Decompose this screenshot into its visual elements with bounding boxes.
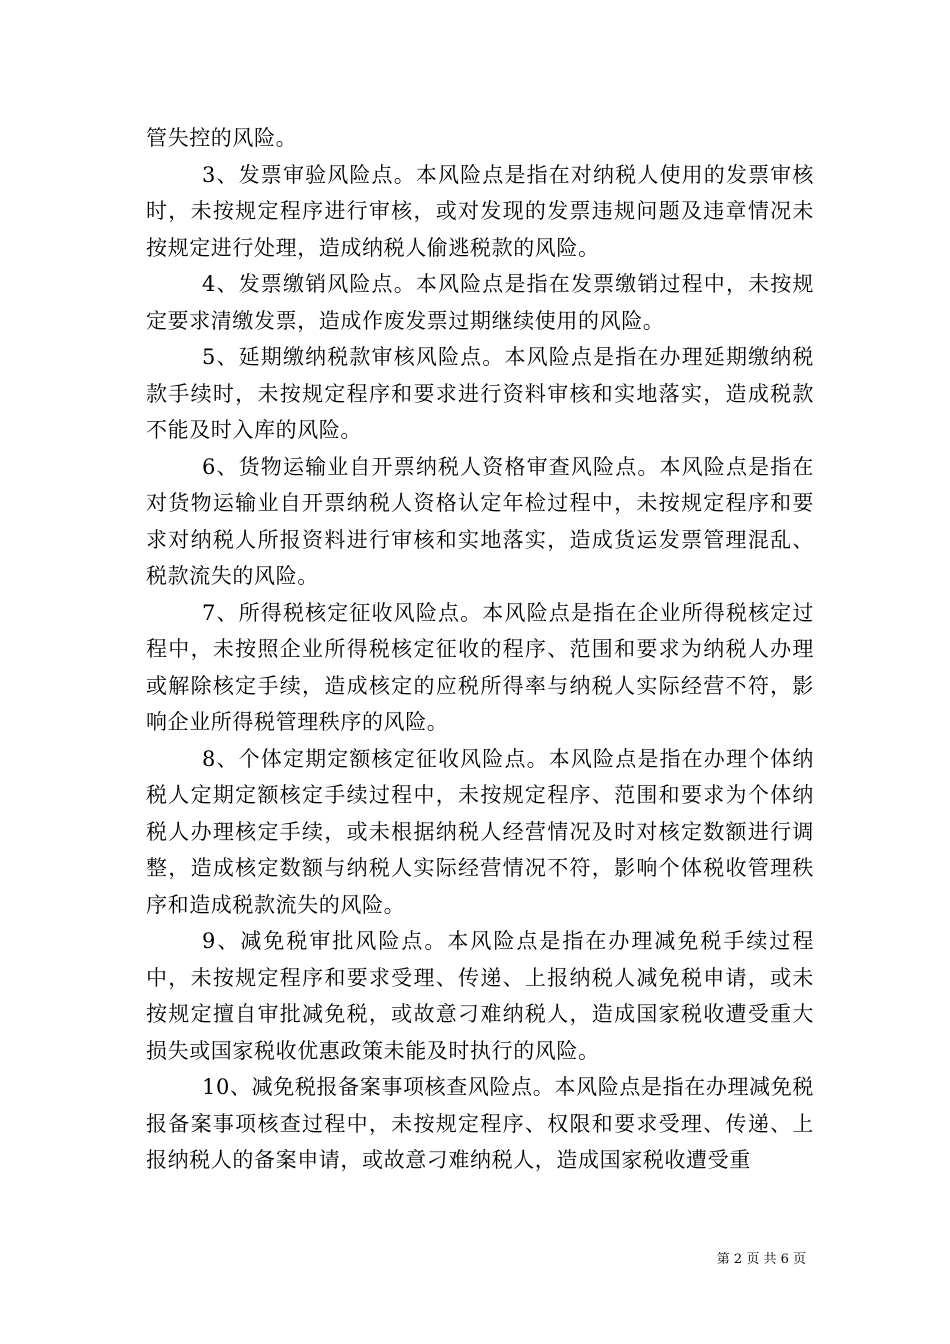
paragraph-8: 9、减免税审批风险点。本风险点是指在办理减免税手续过程中，未按规定程序和要求受理、传递、上报纳税人减免税申请，或未按规定擅自审批减免税，或故意刁难纳税人，造成国家税收遭受重大损失或国家税收优惠政策未能及时执行的风险。 <box>146 929 814 1063</box>
paragraph-2: 3、发票审验风险点。本风险点是指在对纳税人使用的发票审核时，未按规定程序进行审核，或对发现的发票违规问题及违章情况未按规定进行处理，造成纳税人偷逃税款的风险。 <box>146 162 814 260</box>
paragraph-3: 4、发票缴销风险点。本风险点是指在发票缴销过程中，未按规定要求清缴发票，造成作废发票过期继续使用的风险。 <box>146 272 814 333</box>
page-number: 第 2 页 共 6 页 <box>716 1252 806 1267</box>
paragraph-1: 管失控的风险。 <box>146 126 298 150</box>
paragraph-9: 10、减免税报备案事项核查风险点。本风险点是指在办理减免税报备案事项核查过程中，未按规定程序、权限和要求受理、传递、上报纳税人的备案申请，或故意刁难纳税人，造成国家税收遭受重 <box>146 1075 814 1172</box>
paragraph-4: 5、延期缴纳税款审核风险点。本风险点是指在办理延期缴纳税款手续时，未按规定程序和要求进行资料审核和实地落实，造成税款不能及时入库的风险。 <box>146 345 814 442</box>
paragraph-5: 6、货物运输业自开票纳税人资格审查风险点。本风险点是指在对货物运输业自开票纳税人资格认定年检过程中，未按规定程序和要求对纳税人所报资料进行审核和实地落实，造成货运发票管理混乱、税款流失的风险。 <box>146 454 814 588</box>
paragraph-7: 8、个体定期定额核定征收风险点。本风险点是指在办理个体纳税人定期定额核定手续过程中，未按规定程序、范围和要求为个体纳税人办理核定手续，或未根据纳税人经营情况及时对核定数额进行调整，造成核定数额与纳税人实际经营情况不符，影响个体税收管理秩序和造成税款流失的风险。 <box>146 746 814 917</box>
paragraph-6: 7、所得税核定征收风险点。本风险点是指在企业所得税核定过程中，未按照企业所得税核定征收的程序、范围和要求为纳税人办理或解除核定手续，造成核定的应税所得率与纳税人实际经营不符，影响企业所得税管理秩序的风险。 <box>146 600 814 734</box>
document-body <box>146 120 814 1179</box>
